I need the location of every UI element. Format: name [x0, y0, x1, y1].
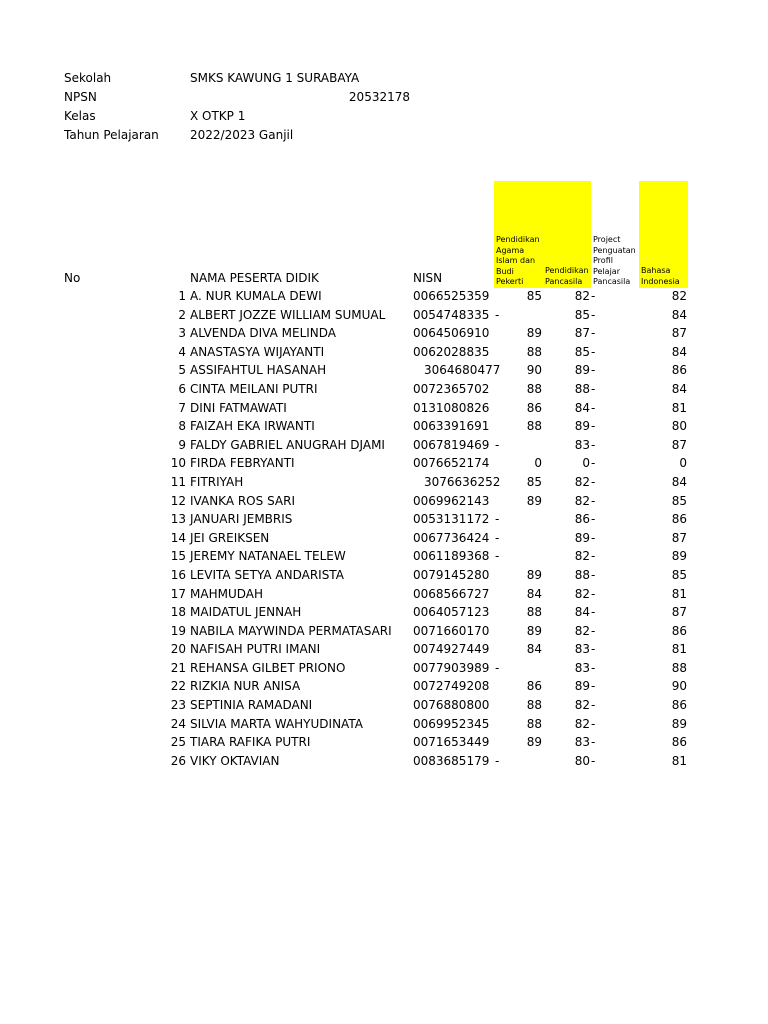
score-bi: 81	[671, 753, 687, 768]
score-pp: 82	[574, 586, 590, 601]
score-pai: 89	[526, 326, 542, 341]
score-bi: 85	[671, 493, 687, 508]
score-project: -	[591, 679, 596, 694]
student-no: 11	[170, 474, 186, 489]
score-pai: 88	[526, 381, 542, 396]
col-header-no: No	[64, 271, 81, 285]
student-name: JANUARI JEMBRIS	[190, 512, 293, 527]
score-pp: 83	[574, 735, 590, 750]
score-bi: 86	[671, 698, 687, 713]
student-name: SILVIA MARTA WAHYUDINATA	[190, 716, 363, 731]
student-no: 24	[170, 716, 186, 731]
student-no: 13	[170, 512, 186, 527]
student-nisn: 0076652174	[413, 456, 490, 471]
student-no: 4	[178, 344, 186, 359]
score-pai: 86	[526, 679, 542, 694]
score-pai: -	[495, 530, 500, 545]
table-row	[0, 660, 768, 679]
score-project: -	[591, 753, 596, 768]
score-pai: 84	[526, 642, 542, 657]
score-bi: 81	[671, 642, 687, 657]
student-nisn: 0071653449	[413, 735, 490, 750]
student-no: 25	[170, 735, 186, 750]
col-header-bi: Bahasa Indonesia	[641, 266, 680, 286]
score-project: -	[591, 605, 596, 620]
npsn-value: 20532178	[348, 90, 410, 104]
score-bi: 84	[671, 344, 687, 359]
score-project: -	[591, 289, 596, 303]
table-row	[0, 641, 768, 660]
score-bi: 90	[671, 679, 687, 694]
score-pp: 88	[574, 381, 590, 396]
score-pp: 89	[574, 530, 590, 545]
student-no: 12	[170, 493, 186, 508]
col-header-pp: Pendidikan Pancasila	[545, 266, 589, 286]
student-nisn: 0061189368	[413, 549, 490, 564]
student-nisn: 0064506910	[413, 326, 490, 341]
col-header-nisn: NISN	[413, 271, 443, 285]
student-name: FIRDA FEBRYANTI	[190, 456, 295, 471]
table-row	[0, 437, 768, 456]
score-pp: 89	[574, 363, 590, 378]
score-bi: 84	[671, 307, 687, 322]
table-row	[0, 325, 768, 344]
student-name: IVANKA ROS SARI	[190, 493, 295, 508]
student-nisn: 0062028835	[413, 344, 490, 359]
score-project: -	[591, 642, 596, 657]
student-name: DINI FATMAWATI	[190, 400, 287, 415]
score-pp: 82	[574, 493, 590, 508]
score-project: -	[591, 623, 596, 638]
score-pp: 0	[582, 456, 590, 471]
student-name: JEREMY NATANAEL TELEW	[190, 549, 346, 564]
score-bi: 87	[671, 605, 687, 620]
student-name: JEI GREIKSEN	[190, 530, 270, 545]
student-no: 6	[178, 381, 186, 396]
score-bi: 80	[671, 419, 687, 434]
class-value: X OTKP 1	[190, 109, 246, 123]
student-nisn: 0071660170	[413, 623, 490, 638]
student-name: FITRIYAH	[190, 474, 244, 489]
student-no: 8	[178, 419, 186, 434]
score-project: -	[591, 381, 596, 396]
student-name: MAIDATUL JENNAH	[190, 605, 302, 620]
student-name: ASSIFAHTUL HASANAH	[190, 363, 327, 378]
score-pai: 89	[526, 735, 542, 750]
student-no: 23	[170, 698, 186, 713]
score-pai: -	[495, 660, 500, 675]
score-bi: 87	[671, 530, 687, 545]
student-no: 5	[178, 363, 186, 378]
score-project: -	[591, 419, 596, 434]
score-pai: 85	[526, 289, 542, 303]
score-project: -	[591, 344, 596, 359]
table-row	[0, 288, 768, 307]
school-info	[64, 69, 410, 145]
student-no: 3	[178, 326, 186, 341]
student-nisn: 0072749208	[413, 679, 490, 694]
student-name: CINTA MEILANI PUTRI	[190, 381, 318, 396]
score-pai: -	[495, 549, 500, 564]
score-project: -	[591, 716, 596, 731]
score-pp: 82	[574, 716, 590, 731]
student-nisn: 0074927449	[413, 642, 490, 657]
table-row	[0, 344, 768, 363]
student-nisn: 0053131172	[413, 512, 490, 527]
student-nisn: 0076880800	[413, 698, 490, 713]
student-name: FAIZAH EKA IRWANTI	[190, 419, 315, 434]
score-pp: 82	[574, 623, 590, 638]
table-row	[0, 623, 768, 642]
student-name: MAHMUDAH	[190, 586, 263, 601]
score-pp: 82	[574, 474, 590, 489]
student-no: 18	[170, 605, 186, 620]
score-pp: 82	[574, 549, 590, 564]
score-pai: -	[495, 307, 500, 322]
score-bi: 82	[671, 289, 687, 303]
school-label: Sekolah	[64, 71, 112, 85]
student-nisn: 3076636252	[424, 474, 501, 489]
student-no: 19	[170, 623, 186, 638]
score-bi: 85	[671, 567, 687, 582]
score-pp: 82	[574, 289, 590, 303]
student-no: 10	[170, 456, 186, 471]
student-nisn: 0083685179	[413, 753, 490, 768]
student-no: 22	[170, 679, 186, 694]
student-nisn: 3064680477	[424, 363, 501, 378]
score-pai: 0	[534, 456, 542, 471]
score-pai: 88	[526, 344, 542, 359]
table-row	[0, 474, 768, 493]
score-bi: 0	[679, 456, 687, 471]
score-pai: 88	[526, 419, 542, 434]
student-no: 2	[178, 307, 186, 322]
table-row	[0, 381, 768, 400]
score-pp: 87	[574, 326, 590, 341]
score-pai: 86	[526, 400, 542, 415]
col-header-project: Project Penguatan Profil Pelajar Pancasila	[593, 235, 636, 286]
student-nisn: 0054748335	[413, 307, 490, 322]
table-row	[0, 530, 768, 549]
score-bi: 89	[671, 716, 687, 731]
table-row	[0, 493, 768, 512]
student-name: VIKY OKTAVIAN	[190, 753, 280, 768]
score-bi: 86	[671, 512, 687, 527]
student-nisn: 0063391691	[413, 419, 490, 434]
score-bi: 86	[671, 363, 687, 378]
score-bi: 87	[671, 326, 687, 341]
score-pp: 88	[574, 567, 590, 582]
score-pai: 85	[526, 474, 542, 489]
table-row	[0, 548, 768, 567]
score-pai: 89	[526, 493, 542, 508]
table-row	[0, 307, 768, 326]
score-pp: 80	[574, 753, 590, 768]
student-nisn: 0131080826	[413, 400, 490, 415]
score-project: -	[591, 698, 596, 713]
score-bi: 84	[671, 474, 687, 489]
student-name: TIARA RAFIKA PUTRI	[190, 735, 311, 750]
score-pp: 83	[574, 437, 590, 452]
score-bi: 88	[671, 660, 687, 675]
student-nisn: 0067736424	[413, 530, 490, 545]
score-project: -	[591, 493, 596, 508]
score-pai: 89	[526, 623, 542, 638]
score-project: -	[591, 567, 596, 582]
student-name: A. NUR KUMALA DEWI	[190, 289, 322, 303]
year-label: Tahun Pelajaran	[64, 128, 159, 142]
score-pp: 89	[574, 419, 590, 434]
student-no: 17	[170, 586, 186, 601]
score-pp: 84	[574, 400, 590, 415]
student-name: ALVENDA DIVA MELINDA	[190, 326, 337, 341]
score-pai: 88	[526, 716, 542, 731]
student-nisn: 0069962143	[413, 493, 490, 508]
student-name: LEVITA SETYA ANDARISTA	[190, 567, 344, 582]
student-name: ALBERT JOZZE WILLIAM SUMUAL	[190, 307, 386, 322]
student-name: NABILA MAYWINDA PERMATASARI	[190, 623, 392, 638]
score-project: -	[591, 530, 596, 545]
score-pai: -	[495, 512, 500, 527]
score-pai: 88	[526, 698, 542, 713]
student-nisn: 0067819469	[413, 437, 490, 452]
student-table	[0, 288, 768, 771]
score-pp: 85	[574, 307, 590, 322]
student-nisn: 0064057123	[413, 605, 490, 620]
score-project: -	[591, 307, 596, 322]
score-project: -	[591, 660, 596, 675]
table-row	[0, 697, 768, 716]
score-bi: 86	[671, 735, 687, 750]
student-nisn: 0068566727	[413, 586, 490, 601]
score-project: -	[591, 400, 596, 415]
table-row	[0, 418, 768, 437]
student-name: NAFISAH PUTRI IMANI	[190, 642, 321, 657]
student-name: SEPTINIA RAMADANI	[190, 698, 313, 713]
col-header-name: NAMA PESERTA DIDIK	[190, 271, 319, 285]
student-name: FALDY GABRIEL ANUGRAH DJAMI	[190, 437, 385, 452]
table-row	[0, 567, 768, 586]
table-row	[0, 511, 768, 530]
table-row	[0, 734, 768, 753]
student-no: 7	[178, 400, 186, 415]
student-no: 14	[170, 530, 186, 545]
score-project: -	[591, 512, 596, 527]
score-bi: 86	[671, 623, 687, 638]
score-pai: 84	[526, 586, 542, 601]
col-header-pai: Pendidikan Agama Islam dan Budi Pekerti	[496, 235, 540, 286]
score-pai: 89	[526, 567, 542, 582]
student-name: RIZKIA NUR ANISA	[190, 679, 301, 694]
student-no: 20	[170, 642, 186, 657]
score-project: -	[591, 326, 596, 341]
score-project: -	[591, 586, 596, 601]
score-pp: 85	[574, 344, 590, 359]
table-row	[0, 678, 768, 697]
score-project: -	[591, 437, 596, 452]
score-bi: 89	[671, 549, 687, 564]
table-row	[0, 753, 768, 772]
score-project: -	[591, 363, 596, 378]
student-no: 26	[170, 753, 186, 768]
score-bi: 81	[671, 400, 687, 415]
table-row	[0, 716, 768, 735]
student-nisn: 0066525359	[413, 289, 490, 303]
score-pai: 88	[526, 605, 542, 620]
student-nisn: 0079145280	[413, 567, 490, 582]
score-pp: 86	[574, 512, 590, 527]
student-no: 16	[170, 567, 186, 582]
score-project: -	[591, 549, 596, 564]
score-pp: 83	[574, 660, 590, 675]
table-row	[0, 362, 768, 381]
npsn-label: NPSN	[64, 90, 97, 104]
score-project: -	[591, 735, 596, 750]
table-row	[0, 400, 768, 419]
student-no: 15	[170, 549, 186, 564]
score-project: -	[591, 474, 596, 489]
year-value: 2022/2023 Ganjil	[190, 128, 294, 142]
table-row	[0, 586, 768, 605]
score-pp: 84	[574, 605, 590, 620]
score-pai: 90	[526, 363, 542, 378]
score-project: -	[591, 456, 596, 471]
school-value: SMKS KAWUNG 1 SURABAYA	[190, 71, 360, 85]
student-no: 9	[178, 437, 186, 452]
student-no: 1	[178, 289, 186, 303]
score-pp: 89	[574, 679, 590, 694]
table-row	[0, 604, 768, 623]
score-pai: -	[495, 753, 500, 768]
table-row	[0, 455, 768, 474]
student-name: REHANSA GILBET PRIONO	[190, 660, 346, 675]
score-pp: 83	[574, 642, 590, 657]
student-no: 21	[170, 660, 186, 675]
student-nisn: 0072365702	[413, 381, 490, 396]
student-name: ANASTASYA WIJAYANTI	[190, 344, 325, 359]
student-nisn: 0077903989	[413, 660, 490, 675]
class-label: Kelas	[64, 109, 96, 123]
score-bi: 87	[671, 437, 687, 452]
score-bi: 84	[671, 381, 687, 396]
student-nisn: 0069952345	[413, 716, 490, 731]
score-pp: 82	[574, 698, 590, 713]
score-pai: -	[495, 437, 500, 452]
score-bi: 81	[671, 586, 687, 601]
